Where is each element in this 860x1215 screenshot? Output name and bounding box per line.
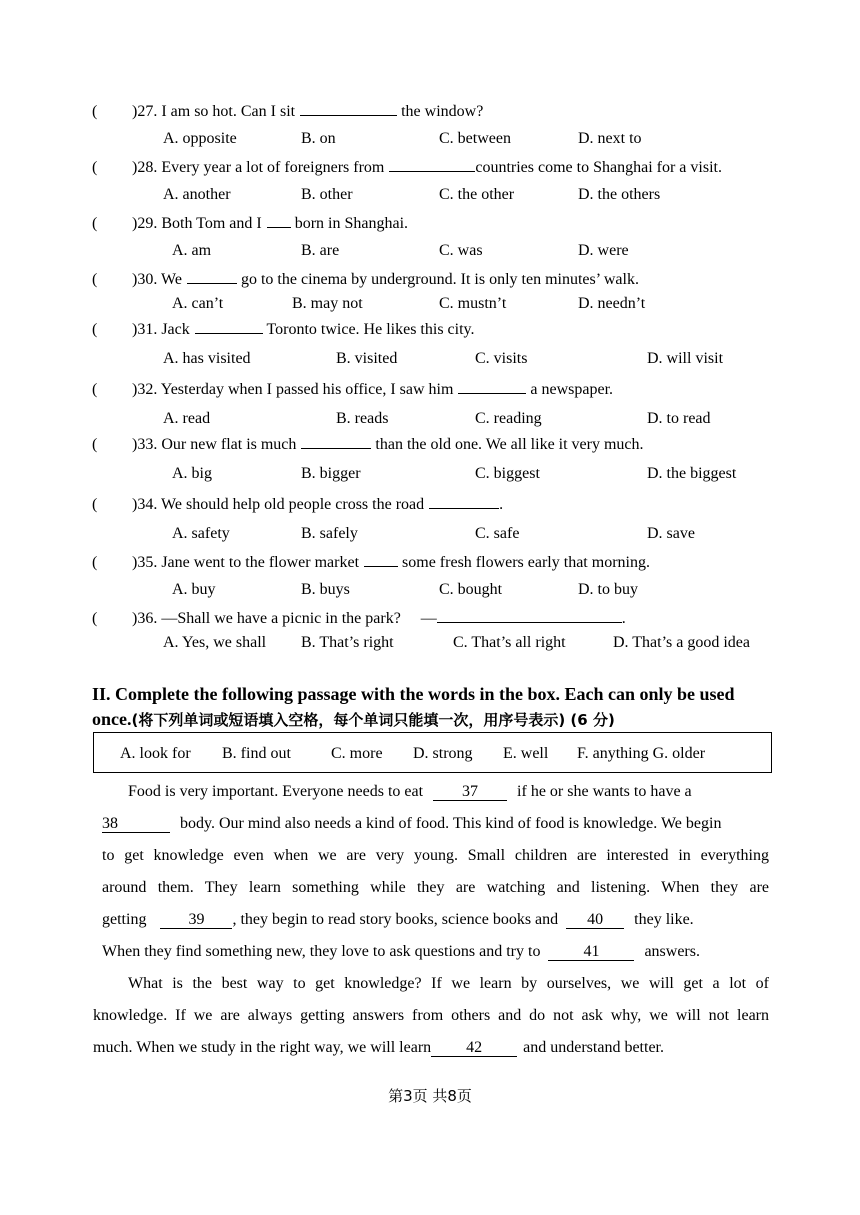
question-text: born in Shanghai. xyxy=(290,215,409,232)
question-blank[interactable] xyxy=(429,494,499,509)
question-blank[interactable] xyxy=(195,319,263,334)
question-36 xyxy=(92,608,626,629)
answer-paren[interactable]: ( xyxy=(92,554,98,571)
word-option: C. more xyxy=(331,745,383,762)
option-b: B. That’s right xyxy=(301,634,394,651)
option-d: D. will visit xyxy=(647,350,724,367)
option-c: C. visits xyxy=(475,350,528,367)
answer-paren[interactable]: ( xyxy=(92,381,98,398)
passage-line: around them. They learn something while they are watching and listening. When they are xyxy=(102,879,769,896)
answer-paren[interactable]: ( xyxy=(92,159,98,176)
question-29 xyxy=(92,213,408,234)
option-c: C. biggest xyxy=(475,465,540,482)
option-b: B. on xyxy=(301,130,336,147)
option-d: D. next to xyxy=(578,130,642,147)
question-text: )34. We should help old people cross the road xyxy=(132,496,425,513)
option-b: B. other xyxy=(301,186,353,203)
passage-line: knowledge. If we are always getting answers from others and do not ask why, we will not learn xyxy=(93,1007,769,1024)
question-text: )31. Jack xyxy=(132,321,190,338)
word-option: B. find out xyxy=(222,745,291,762)
answer-paren[interactable]: ( xyxy=(92,271,98,288)
question-text: Toronto twice. He likes this city. xyxy=(262,321,475,338)
option-b: B. may not xyxy=(292,295,363,312)
word-option: D. strong xyxy=(413,745,473,762)
question-text: some fresh flowers early that morning. xyxy=(398,554,650,571)
option-d: D. save xyxy=(647,525,695,542)
option-c: C. That’s all right xyxy=(453,634,566,651)
option-d: D. needn’t xyxy=(578,295,646,312)
option-c: C. the other xyxy=(439,186,515,203)
question-28 xyxy=(92,157,722,178)
option-a: A. safety xyxy=(172,525,230,542)
question-30 xyxy=(92,269,639,290)
question-blank[interactable] xyxy=(437,608,622,623)
word-option: F. anything G. older xyxy=(577,745,706,762)
question-text: . xyxy=(499,496,504,513)
word-option: E. well xyxy=(503,745,549,762)
answer-blank-39[interactable]: 39 xyxy=(160,912,232,929)
question-34 xyxy=(92,494,503,515)
option-c: C. safe xyxy=(475,525,520,542)
option-c: C. mustn’t xyxy=(439,295,507,312)
option-b: B. safely xyxy=(301,525,358,542)
question-text: than the old one. We all like it very much. xyxy=(371,436,644,453)
option-a: A. opposite xyxy=(163,130,237,147)
question-27 xyxy=(92,101,483,122)
word-option: A. look for xyxy=(120,745,191,762)
option-a: A. read xyxy=(163,410,211,427)
question-blank[interactable] xyxy=(267,213,291,228)
question-text: )27. I am so hot. Can I sit xyxy=(132,103,296,120)
option-d: D. to buy xyxy=(578,581,638,598)
option-a: A. big xyxy=(172,465,212,482)
question-35 xyxy=(92,552,650,573)
question-blank[interactable] xyxy=(301,434,371,449)
question-text: )32. Yesterday when I passed his office, I saw him xyxy=(132,381,454,398)
option-a: A. am xyxy=(172,242,212,259)
option-a: A. another xyxy=(163,186,231,203)
word-box xyxy=(93,732,772,773)
question-blank[interactable] xyxy=(300,101,397,116)
page-footer: 第3页 共8页 xyxy=(388,1087,472,1105)
option-d: D. That’s a good idea xyxy=(613,634,751,651)
question-text: )36. —Shall we have a picnic in the park? xyxy=(132,610,401,627)
passage-line: getting 39 , they begin to read story books, science books and 40 they like. xyxy=(102,911,694,928)
question-text: a newspaper. xyxy=(526,381,614,398)
option-a: A. buy xyxy=(172,581,216,598)
section-title-en: II. Complete the following passage with the words in the box. Each can only be used once. xyxy=(92,684,735,729)
answer-paren[interactable]: ( xyxy=(92,610,98,627)
question-text: )29. Both Tom and I xyxy=(132,215,262,232)
passage-line: When they find something new, they love to ask questions and try to 41 answers. xyxy=(102,943,700,960)
option-c: C. reading xyxy=(475,410,542,427)
option-d: D. the biggest xyxy=(647,465,737,482)
answer-paren[interactable]: ( xyxy=(92,321,98,338)
section-title-cn: (将下列单词或短语填入空格，每个单词只能填一次，用序号表示) (6 分) xyxy=(131,711,615,729)
question-text: countries come to Shanghai for a visit. xyxy=(475,159,722,176)
option-c: C. bought xyxy=(439,581,503,598)
answer-paren[interactable]: ( xyxy=(92,436,98,453)
section-title xyxy=(92,682,772,733)
option-c: C. was xyxy=(439,242,483,259)
answer-blank-41[interactable]: 41 xyxy=(548,944,634,961)
question-text: go to the cinema by underground. It is only ten minutes’ walk. xyxy=(236,271,639,288)
option-b: B. are xyxy=(301,242,340,259)
passage-line: What is the best way to get knowledge? If we learn by ourselves, we will get a lot of xyxy=(128,975,769,992)
passage-line: 38 body. Our mind also needs a kind of food. This kind of food is knowledge. We begin xyxy=(102,815,722,832)
question-blank[interactable] xyxy=(187,269,237,284)
question-text: )35. Jane went to the flower market xyxy=(132,554,360,571)
answer-blank-40[interactable]: 40 xyxy=(566,912,624,929)
passage-line: much. When we study in the right way, we will learn 42 and understand better. xyxy=(93,1039,664,1056)
question-text: the window? xyxy=(397,103,484,120)
question-text: )28. Every year a lot of foreigners from xyxy=(132,159,385,176)
option-b: B. bigger xyxy=(301,465,361,482)
option-d: D. the others xyxy=(578,186,661,203)
option-a: A. has visited xyxy=(163,350,251,367)
option-a: A. Yes, we shall xyxy=(163,634,267,651)
answer-paren[interactable]: ( xyxy=(92,215,98,232)
option-d: D. to read xyxy=(647,410,711,427)
option-b: B. buys xyxy=(301,581,350,598)
option-b: B. visited xyxy=(336,350,398,367)
answer-paren[interactable]: ( xyxy=(92,103,98,120)
passage-line: to get knowledge even when we are very young. Small children are interested in everything xyxy=(102,847,769,864)
answer-blank-38[interactable]: 38 xyxy=(102,816,170,833)
option-b: B. reads xyxy=(336,410,389,427)
option-a: A. can’t xyxy=(172,295,224,312)
answer-blank-42[interactable]: 42 xyxy=(431,1040,517,1057)
question-blank[interactable] xyxy=(389,157,475,172)
answer-blank-37[interactable]: 37 xyxy=(433,784,507,801)
passage-line: Food is very important. Everyone needs to eat 37 if he or she wants to have a xyxy=(128,783,692,800)
answer-dash: — xyxy=(420,610,437,627)
answer-paren[interactable]: ( xyxy=(92,496,98,513)
question-31 xyxy=(92,319,475,340)
option-d: D. were xyxy=(578,242,629,259)
question-blank[interactable] xyxy=(364,552,398,567)
question-33 xyxy=(92,434,644,455)
question-text: )30. We xyxy=(132,271,182,288)
question-text: )33. Our new flat is much xyxy=(132,436,297,453)
question-text: . xyxy=(621,610,626,627)
question-32 xyxy=(92,379,613,400)
option-c: C. between xyxy=(439,130,511,147)
question-blank[interactable] xyxy=(458,379,526,394)
